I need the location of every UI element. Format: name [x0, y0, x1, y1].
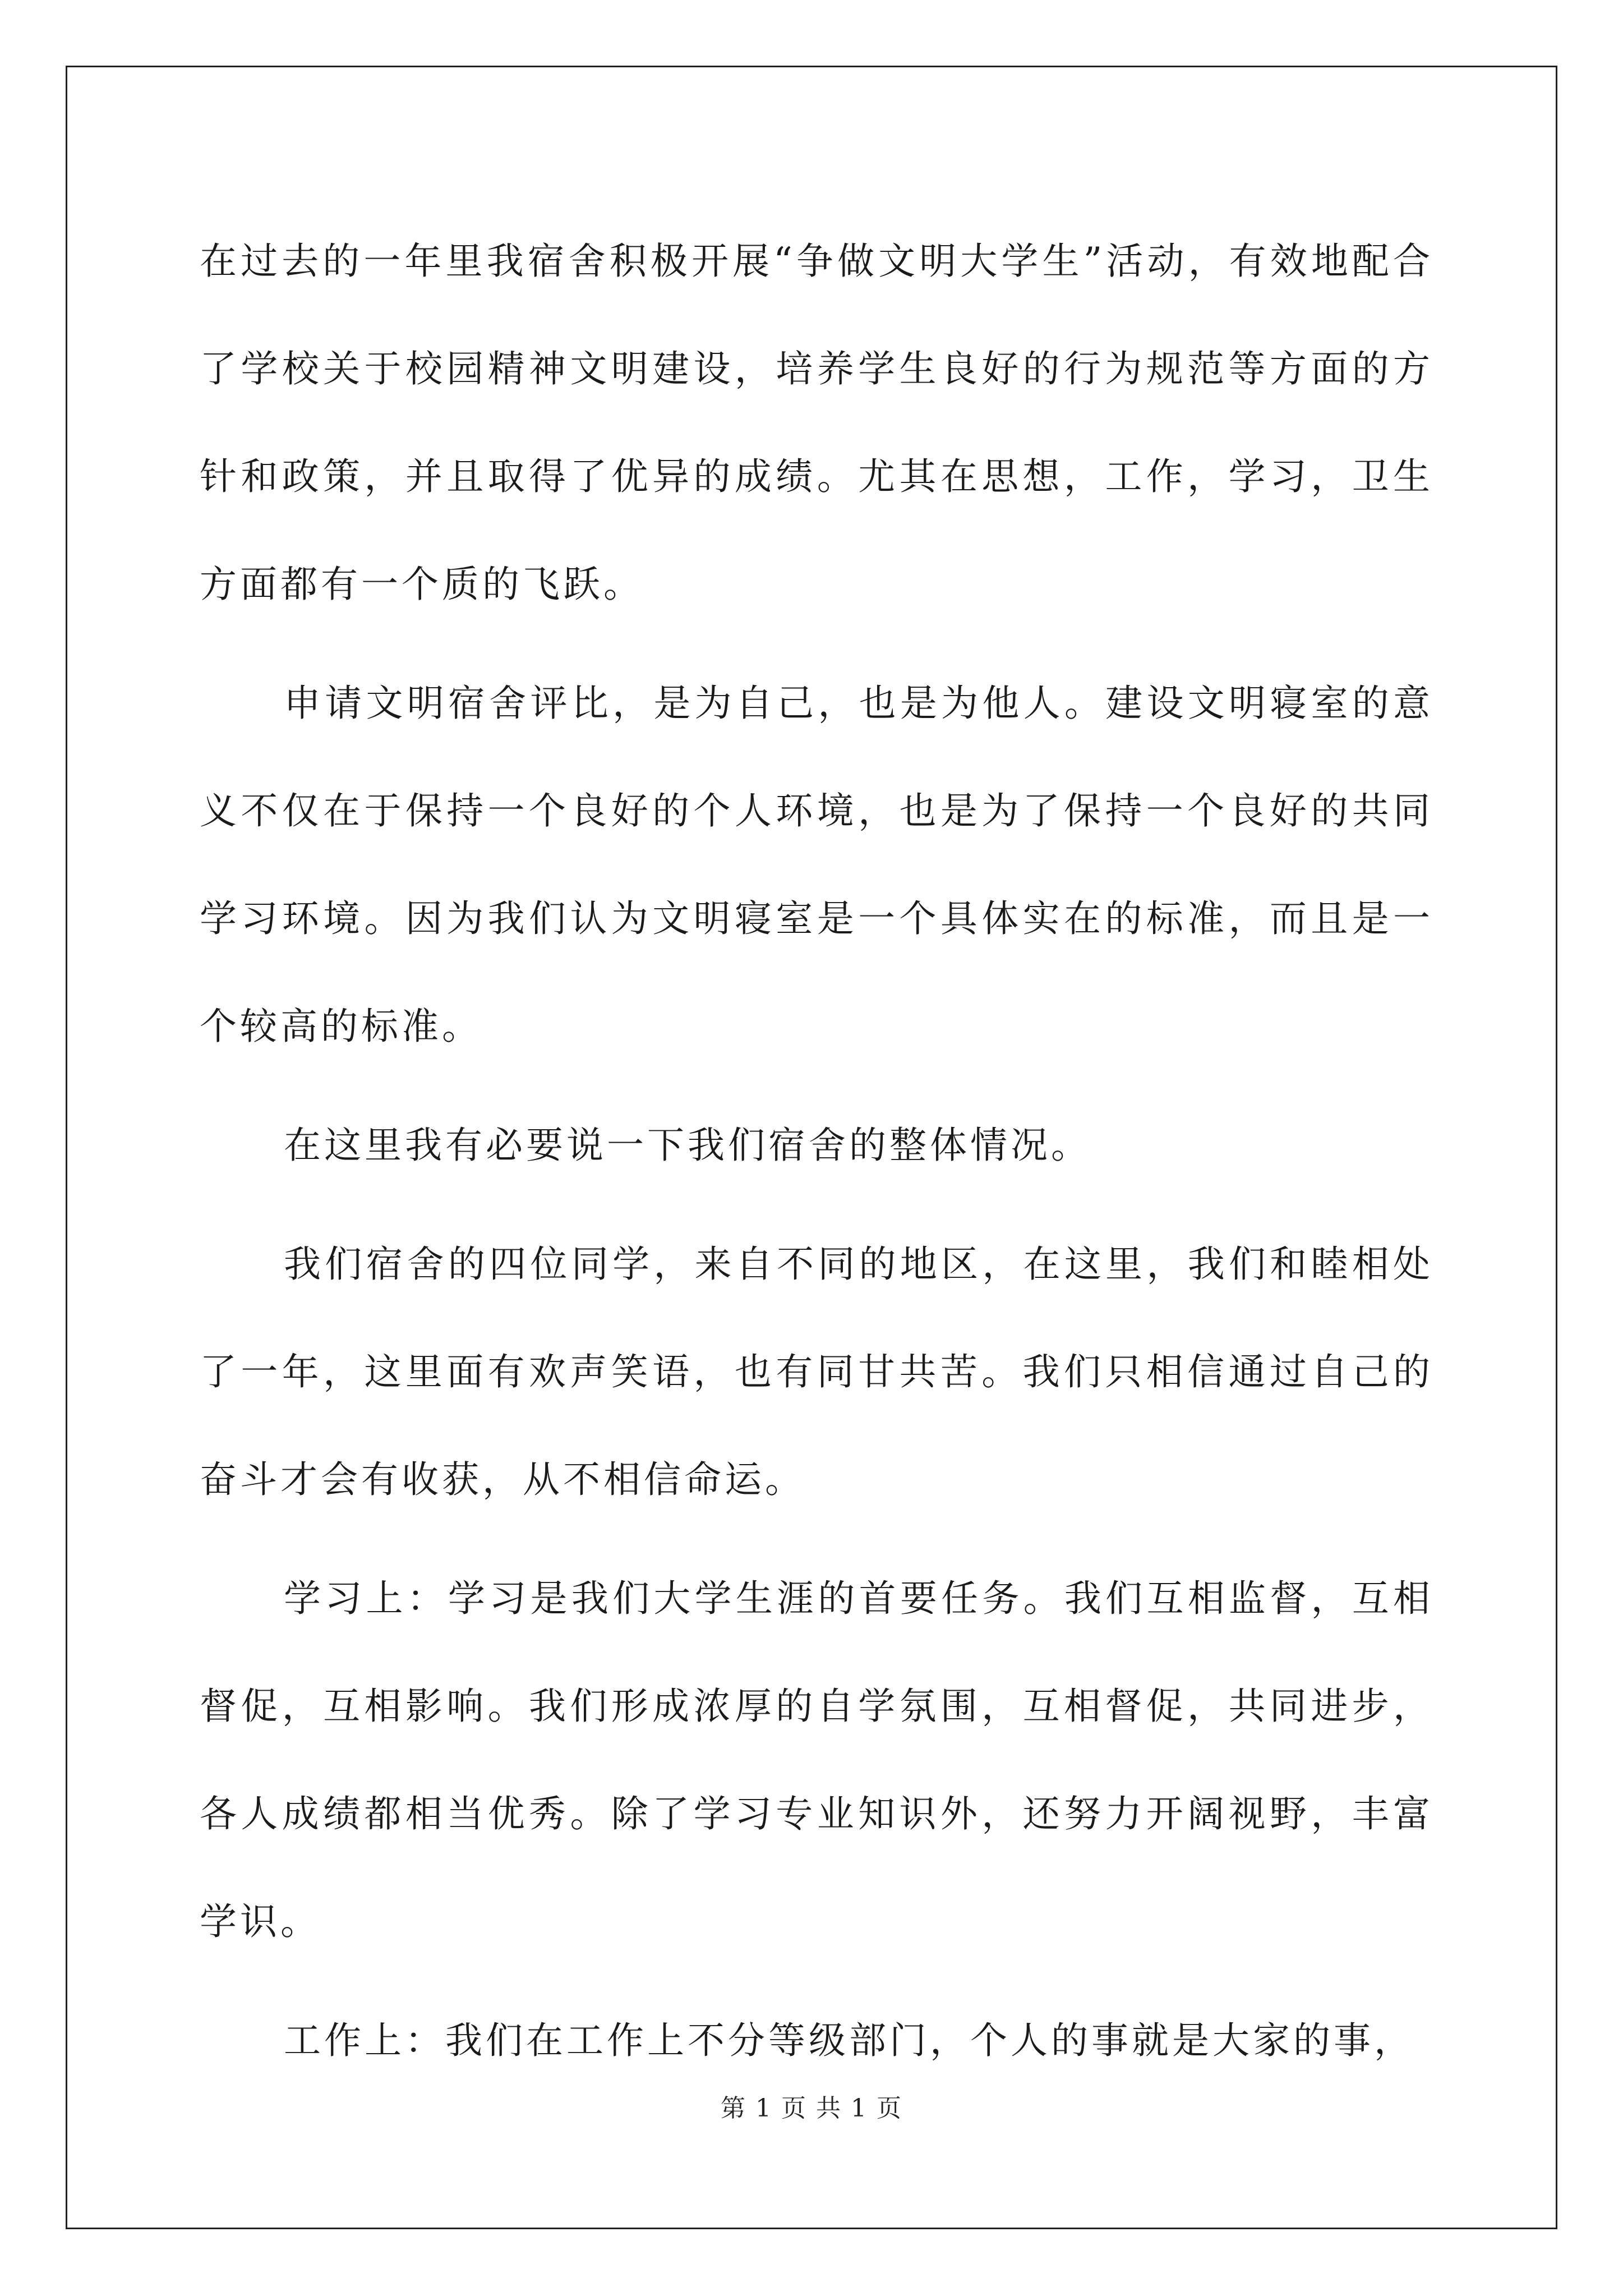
- page-number-footer: 第 1 页 共 1 页: [721, 2094, 902, 2123]
- paragraph-5: 学习上：学习是我们大学生涯的首要任务。我们互相监督，互相督促，互相影响。我们形成浓厚的自学氛围，互相督促，共同进步，各人成绩都相当优秀。除了学习专业知识外，还努力开阔视野，丰富学识。: [200, 1577, 1433, 1943]
- paragraph-1: 在过去的一年里我宿舍积极开展“争做文明大学生”活动，有效地配合了学校关于校园精神文明建设，培养学生良好的行为规范等方面的方针和政策，并且取得了优异的成绩。尤其在思想，工作，学习，卫生方面都有一个质的飞跃。: [200, 240, 1433, 606]
- paragraph-3: 在这里我有必要说一下我们宿舍的整体情况。: [284, 1124, 1091, 1167]
- document-body: [200, 208, 1433, 2106]
- paragraph-6: 工作上：我们在工作上不分等级部门，个人的事就是大家的事，: [284, 2019, 1414, 2062]
- paragraph-2: 申请文明宿舍评比，是为自己，也是为他人。建设文明寝室的意义不仅在于保持一个良好的个人环境，也是为了保持一个良好的共同学习环境。因为我们认为文明寝室是一个具体实在的标准，而且是一个较高的标准。: [200, 682, 1433, 1048]
- paragraph-4: 我们宿舍的四位同学，来自不同的地区，在这里，我们和睦相处了一年，这里面有欢声笑语，也有同甘共苦。我们只相信通过自己的奋斗才会有收获，从不相信命运。: [200, 1243, 1433, 1501]
